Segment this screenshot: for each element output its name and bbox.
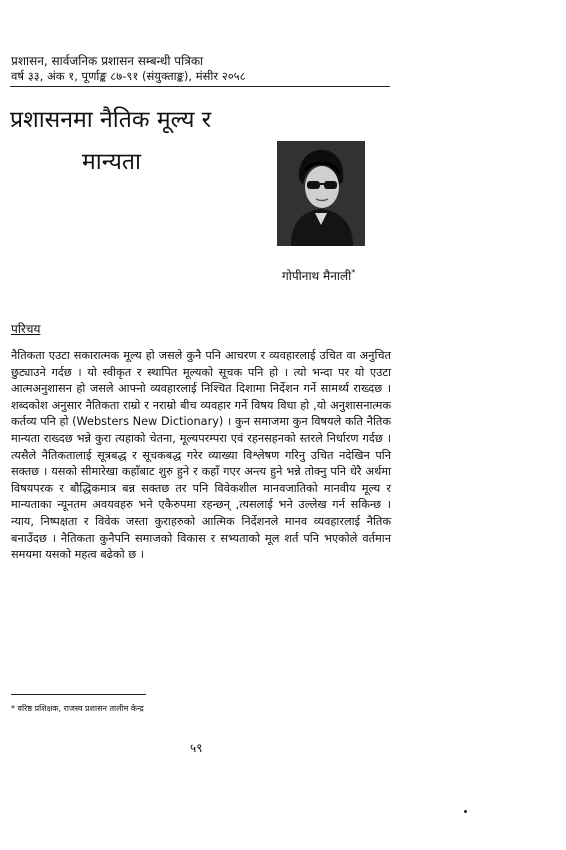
footnote-rule <box>11 694 146 695</box>
author-footnote-mark: * <box>351 268 356 277</box>
page-number: ५९ <box>190 741 203 755</box>
article-title-line-1: प्रशासनमा नैतिक मूल्य र <box>10 107 212 133</box>
journal-issue-info: वर्ष ३३, अंक १, पूर्णाङ्क ८७-९१ (संयुक्ताङ्क), मंसीर २०५८ <box>11 69 246 83</box>
scan-speck <box>464 810 467 813</box>
author-portrait-image <box>277 141 365 246</box>
journal-name: प्रशासन, सार्वजनिक प्रशासन सम्बन्धी पत्रिका <box>11 54 204 68</box>
author-name <box>282 267 355 284</box>
article-title-line-2: मान्यता <box>82 149 141 175</box>
body-paragraph: नैतिकता एउटा सकारात्मक मूल्य हो जसले कुनै पनि आचरण र व्यवहारलाई उचित वा अनुचित छुट्याउने गर्दछ । यो स्वीकृत र स्थापित मूल्यको सूचक पनि हो । त्यो भन्दा पर यो एउटा आत्मअनुशासन हो जसले आफ्नो व्यवहारलाई निश्चित दिशामा निर्देशन गर्ने सामर्थ्य राख्दछ । शब्दकोश अनुसार नैतिकता राम्रो र नराम्रो बीच व्यवहार गर्ने विषय विधा हो ,यो अनुशासनात्मक कर्तव्य पनि हो (Websters New Dictionary) । कुन समाजमा कुन विषयले कति नैतिक मान्यता राख्दछ भन्ने कुरा त्यहाको चेतना, मूल्यपरम्परा एवं रहनसहनको स्तरले निर्धारण गर्दछ । त्यसैले नैतिकतालाई सूत्रबद्ध र सूचकबद्ध गरेर व्याख्या विश्लेषण गरिनु उचित नदेखिन पनि सक्तछ । यसको सीमारेखा कहाँबाट शुरु हुने र कहाँ गएर अन्त्य हुने भन्ने तोक्नु पनि धेरै अर्थमा विषयपरक र बौद्धिकमात्र बन्न सक्तछ तर पनि विवेकशील मानवजातिको मानवीय मूल्य र मान्यताका न्यूनतम अवयवहरु भने एकैरुपमा रहन्छन् ,त्यसलाई भने उल्लेख गर्न सकिन्छ । न्याय, निष्पक्षता र विवेक जस्ता कुराहरुको आत्मिक निर्देशनले मानव व्यवहारलाई नैतिक बनाउँदछ । नैतिकता कुनैपनि समाजको विकास र सभ्यताको मूल शर्त पनि भएकोले वर्तमान समयमा यसको महत्व बढेको छ । <box>11 349 391 562</box>
header-rule <box>10 86 390 87</box>
author-photo <box>277 141 365 246</box>
section-heading: परिचय <box>11 322 41 336</box>
author-name-text: गोपीनाथ मैनाली <box>282 269 352 283</box>
footnote: * वरिष्ठ प्रशिक्षक, राजस्व प्रशासन तालीम केन्द्र <box>11 704 144 713</box>
